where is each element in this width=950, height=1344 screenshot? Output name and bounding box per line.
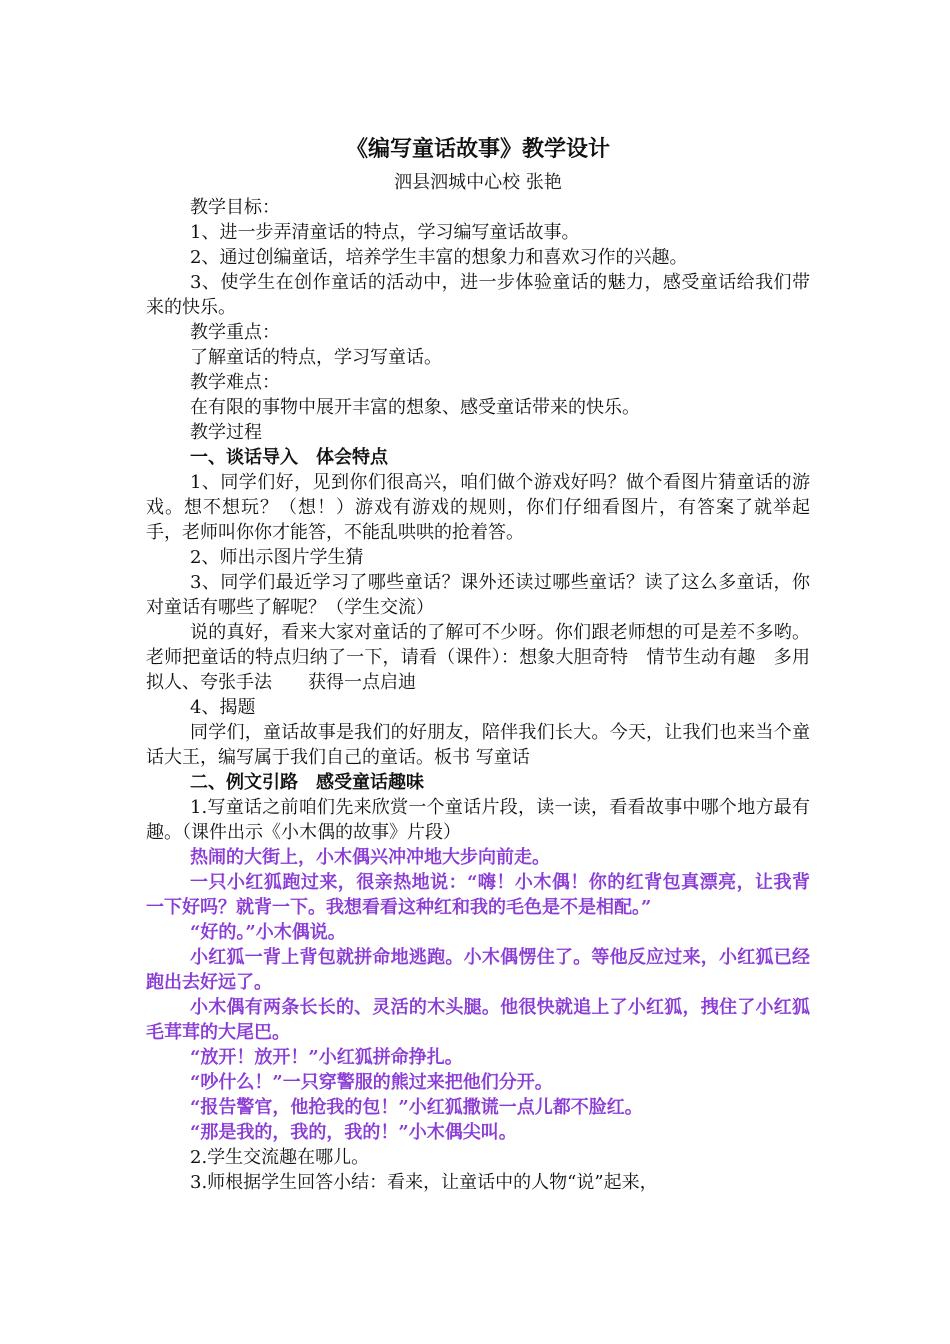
story-excerpt-paragraph: 热闹的大街上，小木偶兴冲冲地大步向前走。 xyxy=(190,847,550,868)
story-excerpt-paragraph: “吵什么！”一只穿警服的熊过来把他们分开。 xyxy=(190,1072,553,1093)
story-excerpt-paragraph: “好的。”小木偶说。 xyxy=(190,922,346,943)
document-body xyxy=(146,195,810,1195)
body-paragraph: 说的真好，看来大家对童话的了解可不少呀。你们跟老师想的可是差不多哟。老师把童话的特点归纳了一下，请看（课件）：想象大胆奇特 情节生动有趣 多用拟人、夸张手法 获得一点启迪 xyxy=(146,622,810,693)
body-paragraph: 1、进一步弄清童话的特点，学习编写童话故事。 xyxy=(190,222,580,243)
section-heading: 二、例文引路 感受童话趣味 xyxy=(190,772,424,793)
body-paragraph: 3、使学生在创作童话的活动中，进一步体验童话的魅力，感受童话给我们带来的快乐。 xyxy=(146,272,810,318)
body-paragraph: 3、同学们最近学习了哪些童话？课外还读过哪些童话？读了这么多童话，你对童话有哪些了解呢？（学生交流） xyxy=(146,572,810,618)
story-excerpt-paragraph: 小木偶有两条长长的、灵活的木头腿。他很快就追上了小红狐，拽住了小红狐毛茸茸的大尾巴。 xyxy=(146,997,810,1043)
body-paragraph: 了解童话的特点，学习写童话。 xyxy=(190,347,442,368)
document-page xyxy=(146,132,810,1195)
body-paragraph: 4、揭题 xyxy=(190,697,256,718)
body-paragraph: 在有限的事物中展开丰富的想象、感受童话带来的快乐。 xyxy=(190,397,640,418)
body-paragraph: 1、同学们好，见到你们很高兴，咱们做个游戏好吗？做个看图片猜童话的游戏。想不想玩？（想！）游戏有游戏的规则，你们仔细看图片，有答案了就举起手，老师叫你你才能答，不能乱哄哄的抢着答。 xyxy=(146,472,810,543)
story-excerpt-paragraph: 小红狐一背上背包就拼命地逃跑。小木偶愣住了。等他反应过来，小红狐已经跑出去好远了。 xyxy=(146,947,810,993)
story-excerpt-paragraph: 一只小红狐跑过来，很亲热地说：“嗨！小木偶！你的红背包真漂亮，让我背一下好吗？就背一下。我想看看这种红和我的毛色是不是相配。” xyxy=(146,872,810,918)
story-excerpt-paragraph: “放开！放开！”小红狐拼命挣扎。 xyxy=(190,1047,463,1068)
body-paragraph: 2、通过创编童话，培养学生丰富的想象力和喜欢习作的兴趣。 xyxy=(190,247,688,268)
body-paragraph: 1.写童话之前咱们先来欣赏一个童话片段，读一读，看看故事中哪个地方最有趣。（课件出示《小木偶的故事》片段） xyxy=(146,797,810,843)
body-paragraph: 2、师出示图片学生猜 xyxy=(190,547,364,568)
body-paragraph: 教学目标： xyxy=(190,197,280,218)
document-author: 泗县泗城中心校 张艳 xyxy=(394,172,562,193)
story-excerpt-paragraph: “报告警官，他抢我的包！”小红狐撒谎一点儿都不脸红。 xyxy=(190,1097,643,1118)
section-heading: 一、谈话导入 体会特点 xyxy=(190,447,388,468)
story-excerpt-paragraph: “那是我的，我的，我的！”小木偶尖叫。 xyxy=(190,1122,517,1143)
body-paragraph: 3.师根据学生回答小结：看来，让童话中的人物“说”起来， xyxy=(190,1172,658,1193)
body-paragraph: 教学过程 xyxy=(190,422,262,443)
body-paragraph: 教学重点： xyxy=(190,322,280,343)
document-title: 《编写童话故事》教学设计 xyxy=(345,136,610,162)
body-paragraph: 同学们，童话故事是我们的好朋友，陪伴我们长大。今天，让我们也来当个童话大王，编写属于我们自己的童话。板书 写童话 xyxy=(146,722,810,768)
body-paragraph: 2.学生交流趣在哪儿。 xyxy=(190,1147,370,1168)
body-paragraph: 教学难点： xyxy=(190,372,280,393)
